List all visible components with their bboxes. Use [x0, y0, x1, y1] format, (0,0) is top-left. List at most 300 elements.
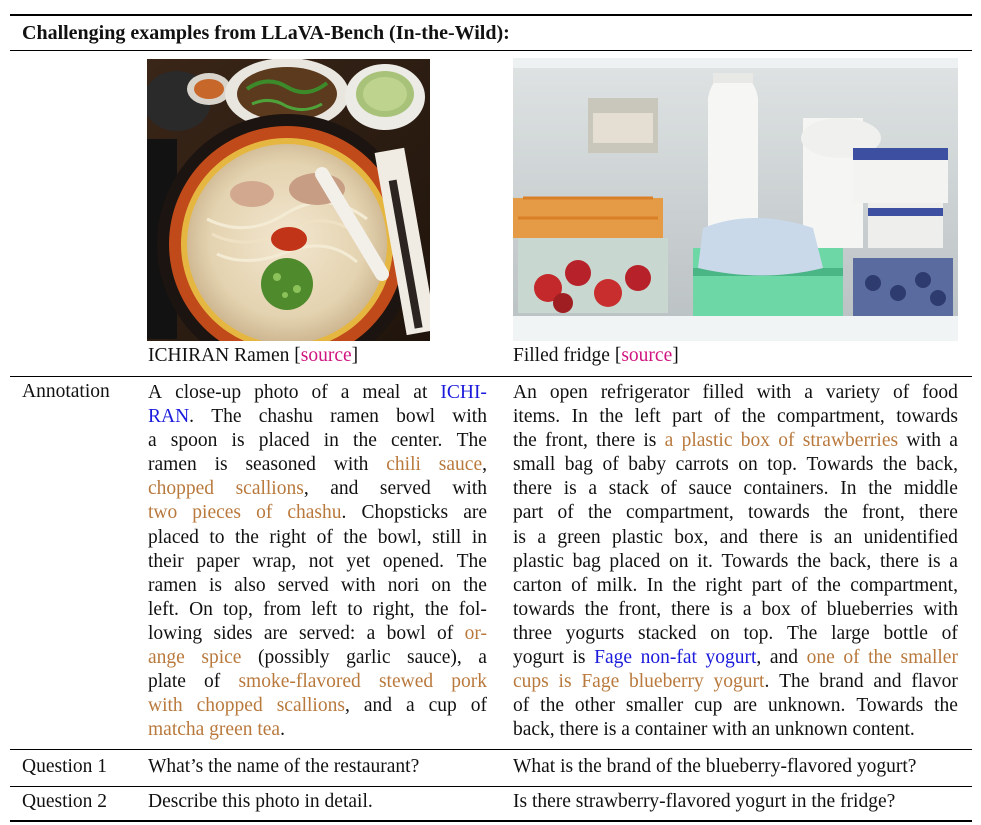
- annotation-right-word: In: [646, 574, 663, 596]
- annotation-word-group: [714, 670, 770, 694]
- annotation-right-word: yogurt: [713, 671, 765, 693]
- annotation-left-word: ramen: [330, 406, 379, 428]
- annotation-left-word: lowing: [148, 622, 203, 644]
- annotation-right-word: of: [778, 430, 795, 452]
- annotation-right-word: of: [843, 647, 860, 669]
- annotation-left-word: cup: [428, 695, 457, 717]
- annotation-right-word: Fage: [594, 647, 632, 669]
- annotation-left-word: still: [432, 526, 462, 548]
- annotation-left-word: are: [263, 622, 288, 644]
- annotation-left-word: in: [323, 430, 339, 452]
- annotation-right-line: [513, 694, 958, 718]
- annotation-word-group: [236, 477, 309, 501]
- annotation-right-word: back,: [829, 550, 872, 572]
- annotation-right-word: The: [787, 622, 818, 644]
- annotation-right-word: The: [779, 671, 810, 693]
- annotation-label: Annotation: [22, 381, 110, 402]
- annotation-left-word: the: [343, 526, 368, 548]
- annotation-word-group: [705, 646, 761, 670]
- annotation-left-word: scallions: [235, 478, 304, 500]
- annotation-right-word: bottle: [883, 622, 928, 644]
- annotation-right-word: sauce: [688, 478, 732, 500]
- annotation-right-word: a: [588, 478, 598, 500]
- annotation-right-word: ,: [756, 647, 762, 669]
- annotation-left-word: is: [208, 574, 222, 596]
- annotation-right-word: part: [513, 502, 544, 524]
- annotation-right-word: is: [643, 430, 657, 452]
- annotation-right-word: open: [549, 382, 588, 403]
- annotation-right-word: middle: [903, 478, 958, 500]
- annotation-right-word: cup: [694, 695, 723, 717]
- annotation-left-word: left.: [148, 598, 179, 620]
- annotation-right-word: Fage: [581, 671, 620, 693]
- annotation-right-word: a: [664, 430, 674, 452]
- annotation-right-word: a: [742, 598, 752, 620]
- ramen-photo: [147, 59, 430, 341]
- annotation-right-word: plastic: [612, 526, 663, 548]
- annotation-left-line: [148, 526, 487, 550]
- annotation-right-word: a: [949, 550, 958, 572]
- question1-right: What is the brand of the blueberry-flavored yogurt?: [513, 756, 917, 777]
- annotation-right-word: there: [918, 502, 958, 524]
- annotation-right-word: smaller: [625, 695, 684, 717]
- annotation-right-word: flavor: [911, 671, 958, 693]
- annotation-left-word: center.: [391, 430, 443, 452]
- annotation-left-word: scallions: [276, 695, 345, 717]
- annotation-right-line: [513, 381, 958, 405]
- annotation-right-word: of: [941, 622, 958, 644]
- annotation-left-line: [148, 622, 487, 646]
- annotation-right-word: towards: [747, 502, 810, 524]
- annotation-right-word: yogurt: [513, 647, 564, 669]
- annotation-right-line: [513, 670, 958, 694]
- annotation-right-word: Towards: [806, 454, 874, 476]
- annotation-word-group: [287, 501, 346, 525]
- annotation-right-word: top.: [743, 622, 774, 644]
- annotation-right-word: there: [879, 550, 919, 572]
- annotation-left-word: or-: [464, 622, 487, 644]
- annotation-right-word: Towards: [856, 695, 924, 717]
- annotation-right-word: the: [882, 454, 907, 476]
- annotation-right-word: non-fat: [640, 647, 697, 669]
- annotation-left-line: [148, 550, 487, 574]
- annotation-right-word: the: [868, 647, 892, 669]
- annotation-right-word: of: [571, 574, 588, 596]
- table-title: Challenging examples from LLaVA-Bench (In-the-Wild):: [22, 22, 510, 44]
- annotation-right-word: of: [513, 695, 530, 717]
- annotation-right-word: is: [563, 478, 577, 500]
- annotation-left-word: two: [148, 502, 178, 524]
- annotation-right-word: stack: [608, 478, 649, 500]
- annotation-left-word: bowl: [386, 622, 426, 644]
- annotation-left-word: is: [214, 454, 228, 476]
- annotation-left-line: [148, 429, 487, 453]
- header-rule: [10, 50, 972, 51]
- annotation-right-word: there: [513, 478, 552, 500]
- annotation-left-word: smoke-flavored: [238, 671, 361, 693]
- question1-label: Question 1: [22, 756, 108, 777]
- annotation-right-word: front,: [545, 430, 588, 452]
- annotation-left-word: photo: [254, 382, 299, 403]
- annotation-right-word: cups: [513, 671, 549, 693]
- annotation-right-word: food: [922, 382, 958, 403]
- annotation-right-word: towards: [896, 406, 958, 428]
- annotation-left-word: with: [340, 574, 376, 596]
- annotation-left-word: chashu: [258, 406, 313, 428]
- question1-left: What’s the name of the restaurant?: [148, 756, 420, 777]
- annotation-left-word: bowl: [396, 406, 436, 428]
- annotation-right-word: box,: [674, 526, 709, 548]
- annotation-right-word: unknown.: [767, 695, 846, 717]
- annotation-left-word: of: [256, 502, 273, 524]
- annotation-right-word: items.: [513, 406, 561, 428]
- annotation-right-word: blueberries: [826, 598, 914, 620]
- annotation-right-word: baby: [628, 454, 667, 476]
- annotation-right-line: [513, 526, 958, 550]
- annotation-left-word: wrap,: [252, 550, 297, 572]
- annotation-left-word: sides: [213, 622, 253, 644]
- annotation-right-word: is: [572, 647, 586, 669]
- annotation-left-word: placed: [148, 526, 199, 548]
- annotation-right-word: box: [740, 430, 771, 452]
- annotation-left-word: pork: [451, 671, 487, 693]
- annotation-word-group: [439, 453, 487, 477]
- annotation-left-line: [148, 477, 487, 501]
- annotation-left-word: a: [405, 695, 415, 717]
- annotation-right-word: small: [513, 454, 556, 476]
- annotation-left-word: chashu: [287, 502, 342, 524]
- annotation-right-word: plastic: [681, 430, 733, 452]
- annotation-left-word: the: [424, 598, 449, 620]
- annotation-left-word: fol-: [458, 598, 487, 620]
- annotation-right-word: unidentified: [863, 526, 958, 548]
- annotation-left-word: and: [330, 478, 359, 500]
- annotation-right-word: of: [713, 406, 731, 428]
- annotation-left-word: not: [308, 550, 334, 572]
- annotation-right-word: variety: [825, 382, 880, 403]
- annotation-left-word: yet: [346, 550, 371, 572]
- annotation-left-word: the: [235, 526, 259, 548]
- annotation-right-word: the: [817, 574, 841, 596]
- annotation-left-word: The: [456, 550, 487, 572]
- annotation-right-word: brand: [819, 671, 864, 693]
- annotation-left-text: .: [280, 719, 285, 741]
- annotation-right-word: other: [574, 695, 615, 717]
- annotation-right-line: [513, 646, 958, 670]
- fridge-source-link[interactable]: source: [621, 345, 673, 366]
- annotation-right-word: filled: [702, 382, 744, 403]
- annotation-left-word: of: [437, 622, 454, 644]
- annotation-left-word: of: [311, 382, 328, 403]
- annotation-left-word: right: [269, 526, 307, 548]
- annotation-right-word: bag: [564, 454, 593, 476]
- fridge-photo: [513, 58, 958, 341]
- annotation-left-word: ramen: [148, 574, 197, 596]
- annotation-left-word: opened.: [382, 550, 444, 572]
- annotation-right-word: the: [513, 430, 537, 452]
- annotation-left-word: of: [204, 671, 221, 693]
- annotation-right-word: strawberries: [802, 430, 899, 452]
- question2-right: Is there strawberry-flavored yogurt in the fridge?: [513, 791, 896, 812]
- annotation-left-word: with: [452, 406, 487, 428]
- annotation-left-word: a: [148, 430, 157, 452]
- question2-label: Question 2: [22, 791, 108, 812]
- annotation-left-word: spice: [201, 647, 242, 669]
- annotation-right-word: refrigerator: [600, 382, 690, 403]
- annotation-right-word: on: [668, 550, 689, 572]
- annotation-right-word: yogurts: [565, 622, 625, 644]
- annotation-right-word: a: [949, 430, 958, 452]
- annotation-left-word: seasoned: [245, 454, 316, 476]
- ramen-caption-name: ICHIRAN Ramen: [148, 345, 290, 366]
- annotation-right-word: the: [868, 478, 893, 500]
- annotation-right-word: .: [764, 671, 770, 693]
- annotation-right-text: back, there is a container with an unknown content.: [513, 719, 915, 741]
- annotation-right-word: compartment,: [626, 502, 734, 524]
- annotation-left-line: [148, 453, 487, 477]
- table-top-rule: [10, 14, 972, 16]
- fridge-caption: [513, 345, 679, 367]
- annotation-right-word: In: [840, 478, 857, 500]
- annotation-left-word: ,: [482, 454, 487, 476]
- annotation-left-word: right,: [372, 598, 415, 620]
- annotation-right-word: one: [806, 647, 835, 669]
- annotation-left-word: ramen: [148, 454, 197, 476]
- annotation-left-word: also: [234, 574, 266, 596]
- annotation-left-word: ange: [148, 647, 185, 669]
- annotation-left-word: The: [456, 430, 487, 452]
- annotation-left-word: a: [340, 382, 350, 403]
- annotation-left-word: .: [189, 406, 195, 428]
- annotation-left-line: [148, 670, 487, 694]
- annotation-left-line: [148, 574, 487, 598]
- annotation-left-word: their: [148, 550, 184, 572]
- annotation-right-word: is: [719, 598, 733, 620]
- annotation-right-word: left: [634, 406, 661, 428]
- annotation-right-line: [513, 598, 958, 622]
- annotation-right-word: of: [660, 478, 677, 500]
- annotation-right-word: with: [923, 598, 958, 620]
- annotation-right-word: placed: [609, 550, 661, 572]
- annotation-right-word: is: [558, 671, 572, 693]
- annotation-left-line: [148, 718, 487, 742]
- annotation-right-word: yogurt: [705, 647, 757, 669]
- annotation-right-word: compartment,: [850, 574, 958, 596]
- annotation-right-line: [513, 718, 958, 742]
- annotation-right-word: of: [602, 454, 619, 476]
- annotation-left-word: to: [347, 598, 363, 620]
- annotation-left-word: with: [452, 478, 487, 500]
- annotation-left-word: ICHI-: [440, 382, 487, 403]
- annotation-right-word: part: [672, 406, 703, 428]
- annotation-word-group: [148, 405, 194, 429]
- annotation-right-word: front,: [861, 502, 905, 524]
- annotation-right-word: is: [809, 526, 823, 548]
- annotation-left-word: placed: [258, 430, 310, 452]
- annotation-left-word: sauce: [438, 454, 483, 476]
- annotation-left-word: served: [277, 574, 329, 596]
- annotation-left-word: A: [148, 382, 163, 403]
- annotation-right-word: three: [513, 622, 552, 644]
- annotation-left-word: Chopsticks: [361, 502, 449, 524]
- annotation-right-word: large: [831, 622, 870, 644]
- annotation-right-word: carton: [513, 574, 562, 596]
- annotation-right-word: the: [672, 574, 697, 596]
- question2-left: Describe this photo in detail.: [148, 791, 373, 812]
- fridge-caption-name: Filled fridge: [513, 345, 610, 366]
- annotation-right-word: carrots: [675, 454, 729, 476]
- annotation-right-line: [513, 550, 958, 574]
- annotation-right-line: [513, 477, 958, 501]
- annotation-left-word: are: [463, 502, 487, 524]
- annotation-left-word: with: [333, 454, 369, 476]
- annotation-left-word: to: [209, 526, 225, 548]
- annotation-left-word: a: [478, 647, 487, 669]
- ramen-caption-bracket-open: [: [294, 345, 301, 366]
- annotation-left-word: sauce),: [407, 647, 462, 669]
- annotation-left-word: paper: [196, 550, 240, 572]
- annotation-right-word: it.: [697, 550, 713, 572]
- annotation-left-word: at: [413, 382, 428, 403]
- annotation-right-line: [513, 574, 958, 598]
- annotation-left-word: The: [211, 406, 242, 428]
- annotation-left-word: is: [231, 430, 245, 452]
- annotation-left: [148, 381, 487, 742]
- annotation-right-word: a: [804, 382, 813, 403]
- annotation-left-word: nori: [387, 574, 420, 596]
- annotation-right-word: an: [833, 526, 853, 548]
- ramen-source-link[interactable]: source: [300, 345, 352, 366]
- annotation-right-word: towards: [513, 598, 575, 620]
- annotation-left-word: top,: [223, 598, 253, 620]
- annotation-left-word: from: [263, 598, 302, 620]
- annotation-right-line: [513, 405, 958, 429]
- annotation-right-word: of: [892, 382, 910, 403]
- annotation-right-word: there: [759, 526, 799, 548]
- annotation-right-word: part: [751, 574, 783, 596]
- annotation-left-word: the: [463, 574, 487, 596]
- annotation-right-word: smaller: [900, 647, 958, 669]
- annotation-left-word: chili: [386, 454, 421, 476]
- annotation-left-word: served: [379, 478, 431, 500]
- annotation-left-word: bowl,: [377, 526, 422, 548]
- annotation-right-word: bag: [572, 550, 601, 572]
- annotation-right: [513, 381, 958, 742]
- annotation-right-word: is: [927, 550, 941, 572]
- table-bottom-rule: [10, 820, 972, 822]
- fridge-caption-bracket-close: ]: [672, 345, 679, 366]
- annotation-right-word: the: [584, 598, 609, 620]
- annotation-left-word: with: [148, 695, 183, 717]
- annotation-right-word: is: [513, 526, 527, 548]
- annotation-right-word: on: [738, 454, 758, 476]
- annotation-right-word: and: [719, 526, 748, 548]
- annotation-left-word: garlic: [346, 647, 391, 669]
- annotation-right-word: of: [557, 502, 574, 524]
- annotation-right-word: blueberry: [629, 671, 704, 693]
- annotation-right-word: box: [761, 598, 791, 620]
- annotation-left-word: chopped: [196, 695, 263, 717]
- annotation-right-word: containers.: [743, 478, 829, 500]
- annotation-right-word: on: [710, 622, 730, 644]
- annotation-left-word: of: [316, 526, 333, 548]
- annotation-right-word: the: [587, 502, 612, 524]
- annotation-right-word: milk.: [596, 574, 638, 596]
- annotation-left-line: [148, 646, 487, 670]
- annotation-right-word: compartment,: [776, 406, 885, 428]
- annotation-right-word: the: [797, 550, 821, 572]
- annotation-right-line: [513, 501, 958, 525]
- annotation-right-word: of: [800, 598, 817, 620]
- annotation-right-word: front,: [618, 598, 662, 620]
- annotation-left-word: served:: [299, 622, 356, 644]
- annotation-right-line: [513, 429, 958, 453]
- annotation-right-word: there: [596, 430, 636, 452]
- annotation-right-word: In: [571, 406, 588, 428]
- annotation-left-word: ,: [303, 478, 309, 500]
- annotation-left-word: and: [363, 695, 392, 717]
- annotation-right-word: An: [513, 382, 537, 403]
- annotation-right-line: [513, 622, 958, 646]
- fridge-caption-bracket-open: [: [614, 345, 622, 366]
- annotation-left-word: On: [189, 598, 213, 620]
- annotation-right-word: the: [741, 406, 766, 428]
- annotation-right-line: [513, 453, 958, 477]
- annotation-left-word: on: [431, 574, 451, 596]
- annotation-right-word: back,: [916, 454, 958, 476]
- annotation-right-word: with: [906, 430, 942, 452]
- question1-row-rule: [10, 786, 972, 787]
- annotation-right-word: green: [557, 526, 601, 548]
- annotation-left-word: the: [353, 430, 377, 452]
- annotation-left-line: [148, 381, 487, 405]
- annotation-right-word: plastic: [513, 550, 564, 572]
- annotation-left-word: a: [366, 622, 376, 644]
- annotation-left-word: stewed: [378, 671, 434, 693]
- annotation-right-word: a: [537, 526, 547, 548]
- annotation-left-word: RAN: [148, 406, 190, 428]
- annotation-left-line: [148, 598, 487, 622]
- annotation-left-word: (possibly: [258, 647, 330, 669]
- annotation-left-word: .: [341, 502, 347, 524]
- annotation-left-word: in: [471, 526, 487, 548]
- annotation-left-word: ,: [344, 695, 350, 717]
- annotation-right-word: the: [599, 406, 624, 428]
- annotation-left-word: close-up: [175, 382, 242, 403]
- annotation-left-word: plate: [148, 671, 186, 693]
- annotation-right-word: top.: [767, 454, 798, 476]
- annotation-left-word: of: [470, 695, 487, 717]
- ramen-caption: [148, 345, 358, 367]
- annotation-right-word: and: [873, 671, 902, 693]
- annotation-left-word: chopped: [148, 478, 215, 500]
- annotation-right-word: are: [733, 695, 758, 717]
- annotation-right-word: there: [671, 598, 711, 620]
- annotation-left-word: pieces: [192, 502, 242, 524]
- annotation-left-line: [148, 501, 487, 525]
- annotation-left-text: matcha green tea: [148, 719, 281, 741]
- annotation-right-word: stacked: [637, 622, 697, 644]
- annotation-left-line: [148, 694, 487, 718]
- annotation-right-word: right: [705, 574, 743, 596]
- annotation-row-rule: [10, 749, 972, 750]
- annotation-right-word: the: [934, 695, 958, 717]
- annotation-right-word: of: [791, 574, 808, 596]
- image-row-rule: [10, 376, 972, 377]
- annotation-right-word: and: [769, 647, 798, 669]
- annotation-left-word: spoon: [170, 430, 218, 452]
- annotation-right-word: with: [756, 382, 792, 403]
